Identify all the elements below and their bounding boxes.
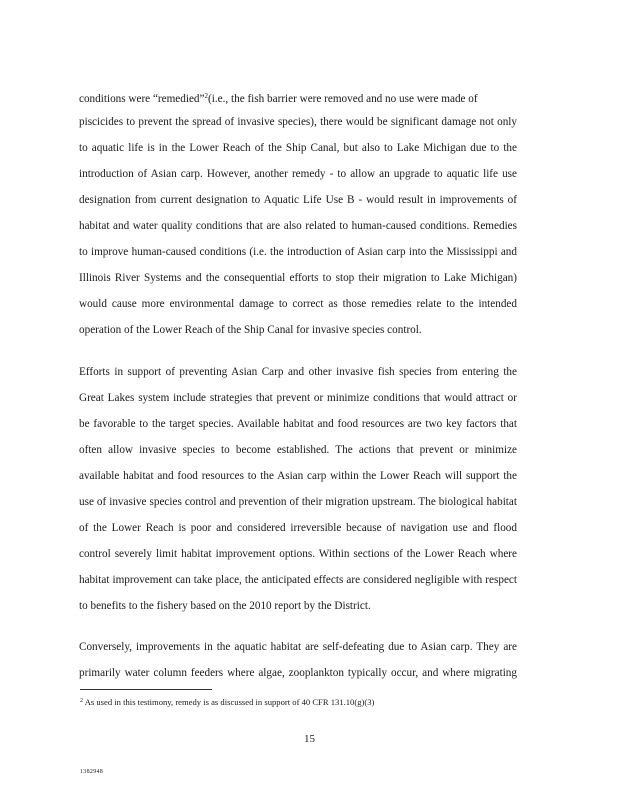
- paragraph-1-line-5: designation from current designation to Aquatic Life Use B - would result in improvements of: [79, 194, 517, 206]
- paragraph-2-line-6: use of invasive species control and prevention of their migration upstream. The biological habitat: [79, 496, 517, 508]
- paragraph-1-line-2: piscicides to prevent the spread of invasive species), there would be significant damage not only: [79, 116, 517, 128]
- page-number: 15: [304, 733, 315, 745]
- paragraph-2-line-9: habitat improvement can take place, the anticipated effects are considered negligible with respect: [79, 574, 517, 586]
- paragraph-1-line-3: to aquatic life is in the Lower Reach of the Ship Canal, but also to Lake Michigan due to the: [79, 142, 517, 154]
- paragraph-2-line-5: available habitat and food resources to the Asian carp within the Lower Reach will support the: [79, 470, 517, 482]
- paragraph-2-line-2: Great Lakes system include strategies that prevent or minimize conditions that would attract or: [79, 392, 517, 404]
- paragraph-2-line-1: Efforts in support of preventing Asian Carp and other invasive fish species from entering the: [79, 366, 517, 378]
- paragraph-1-line-1: conditions were “remedied”$^2$(i.e., the fish barrier were removed and no use were made of: [79, 92, 478, 105]
- footnote: [80, 697, 374, 707]
- paragraph-1-line-7: to improve human-caused conditions (i.e. the introduction of Asian carp into the Mississippi and: [79, 246, 517, 258]
- document-code: 1382948: [80, 769, 104, 775]
- paragraph-2-line-7: of the Lower Reach is poor and considered irreversible because of navigation use and flood: [79, 522, 517, 534]
- paragraph-2-line-8: control severely limit habitat improvement options. Within sections of the Lower Reach where: [79, 548, 517, 560]
- footnote-reference: 2: [204, 92, 208, 100]
- footnote-separator: [80, 689, 212, 690]
- paragraph-2-line-4: often allow invasive species to become established. The actions that prevent or minimize: [79, 444, 517, 456]
- paragraph-2-line-3: be favorable to the target species. Available habitat and food resources are two key factors that: [79, 418, 517, 430]
- paragraph-2-line-10: to benefits to the fishery based on the 2010 report by the District.: [79, 600, 371, 612]
- footnote-text: As used in this testimony, remedy is as discussed in support of 40 CFR 131.10(g)(3): [84, 697, 375, 707]
- paragraph-1-line-6: habitat and water quality conditions that are also related to human-caused conditions. Remedies: [79, 220, 517, 232]
- paragraph-1-line-4: introduction of Asian carp. However, another remedy - to allow an upgrade to aquatic life use: [79, 168, 517, 180]
- paragraph-3-line-1: Conversely, improvements in the aquatic habitat are self-defeating due to Asian carp. They are: [79, 641, 517, 653]
- paragraph-1-line-8: Illinois River Systems and the consequential efforts to stop their migration to Lake Michigan): [79, 272, 517, 284]
- paragraph-3-line-2: primarily water column feeders where algae, zooplankton typically occur, and where migrating: [79, 667, 517, 679]
- paragraph-1-line-9: would cause more environmental damage to correct as those remedies relate to the intended: [79, 298, 517, 310]
- paragraph-1-line-10: operation of the Lower Reach of the Ship Canal for invasive species control.: [79, 324, 422, 336]
- footnote-number: 2: [80, 698, 83, 704]
